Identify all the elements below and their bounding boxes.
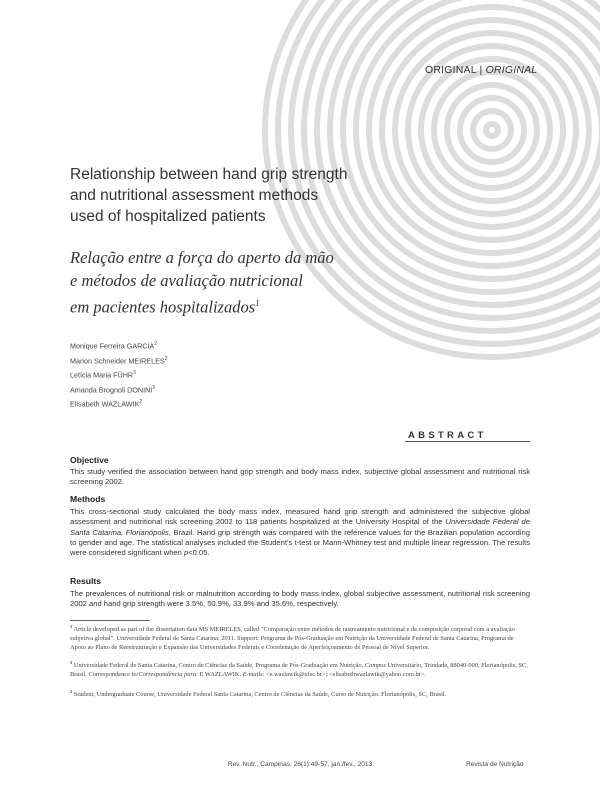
decorative-ring <box>395 33 589 227</box>
objective-text: This study verified the association between hand grip strength and body mass index, subjective global assessment and nutritional risk screening 2002. <box>70 467 530 487</box>
article-type-regular: ORIGINAL | <box>425 64 486 76</box>
decorative-ring <box>473 111 511 149</box>
decorative-ring <box>460 98 524 162</box>
author-item: Letícia Maria FÜHR$^3$ <box>70 370 136 380</box>
author-item: Amanda Brognoli DONINI$^3$ <box>70 384 156 395</box>
article-type-label <box>425 64 537 76</box>
title-portuguese <box>70 247 370 319</box>
title-portuguese-line-2: e métodos de avaliação nutricional <box>70 270 303 290</box>
footnote-3: $^3$ Student, Undergraduate Course, Universidade Federal Santa Catarina, Centro de Ciências da Saúde, Curso de Nutrição. Florianópolis, SC, Brasil. <box>70 689 447 699</box>
footer-journal: Revista de Nutrição <box>466 761 524 768</box>
title-english-line-2: and nutritional assessment methods <box>70 187 319 204</box>
results-text: The prevalences of nutritional risk or malnutrition according to body mass index, global subjective assessment, nutritional risk screening 2002 and hand grip strength were 3.5%, 50.9%, 33.9% and 35.6%, respectively. <box>70 589 530 609</box>
footer-citation: Rev. Nutr., Campinas, 26(1):49-57, jan./fev., 2013 <box>227 761 373 768</box>
decorative-ring <box>382 20 600 240</box>
decorative-ring <box>486 124 498 136</box>
methods-text: This cross-sectional study calculated the body mass index, measured hand grip strength and administered the subjective global assessment and nutritional risk screening 2002 to 118 patients hospitalized at the University Hospital of the Universidade Federal de Santa Catarina, Florianópolis, Brazil. Hand grip strength was compared with the reference values for the Brazilian population according to gender and age. The statistical analyses included the Student's t-test or Mann-Whitney test and multiple linear regression. The results were considered significant when p<0.05. <box>70 507 531 558</box>
author-list <box>70 338 167 411</box>
title-english <box>70 164 370 227</box>
results-heading: Results <box>70 576 102 586</box>
decorative-ring <box>421 59 563 201</box>
footnote-2: $^2$ Universidade Federal de Santa Catarina, Centro de Ciências da Saúde, Programa de Pós-Graduação em Nutrição. Campus Universitário, Trindade, 88040-900, Florianópolis, SC, Brasil. Correspondence to/Correspondência para: E WAZLAWIK. E-mails: <e.wazlawik@ufsc.br>; <elisabethwazlawik@yahoo.com.br>. <box>70 660 528 678</box>
author-item: Monique Ferreira GARCIA$^2$ <box>70 341 158 351</box>
article-type-italic: ORIGINAL <box>485 64 538 76</box>
author-item: Elisabeth WAZLAWIK$^2$ <box>70 399 143 409</box>
abstract-divider <box>405 441 530 442</box>
title-portuguese-line-3: em pacientes hospitalizados$^1$ <box>70 297 260 317</box>
footnote-divider <box>70 620 150 621</box>
abstract-heading: ABSTRACT <box>408 430 487 441</box>
author-item: Marion Schneider MEIRELES$^2$ <box>70 355 168 365</box>
title-english-line-1: Relationship between hand grip strength <box>70 166 348 183</box>
objective-heading: Objective <box>70 455 109 465</box>
methods-heading: Methods <box>70 494 106 504</box>
footnote-1: $^1$ Article developed as part of the dissertation data MS MEIRELES, called "Comparação entre métodos de rastreamento nutricional e de composição corporal com a avaliação subjetiva global". Universidade Federal de Santa Catarina; 2011. Support: Programa de Pós-Graduação em Nutrição da Universidade Federal de Santa Catarina, Programa de Apoio ao Plano de Reestruturação e Expansão das Universidades Federais e Coordenação de Aperfeiçoamento de Pessoal de Nível Superior. <box>70 624 515 651</box>
title-portuguese-line-1: Relação entre a força do aperto da mão <box>70 248 334 267</box>
title-footnote-mark: 1 <box>255 298 260 308</box>
title-english-line-3: used of hospitalized patients <box>70 208 266 225</box>
decorative-ring <box>434 72 550 188</box>
